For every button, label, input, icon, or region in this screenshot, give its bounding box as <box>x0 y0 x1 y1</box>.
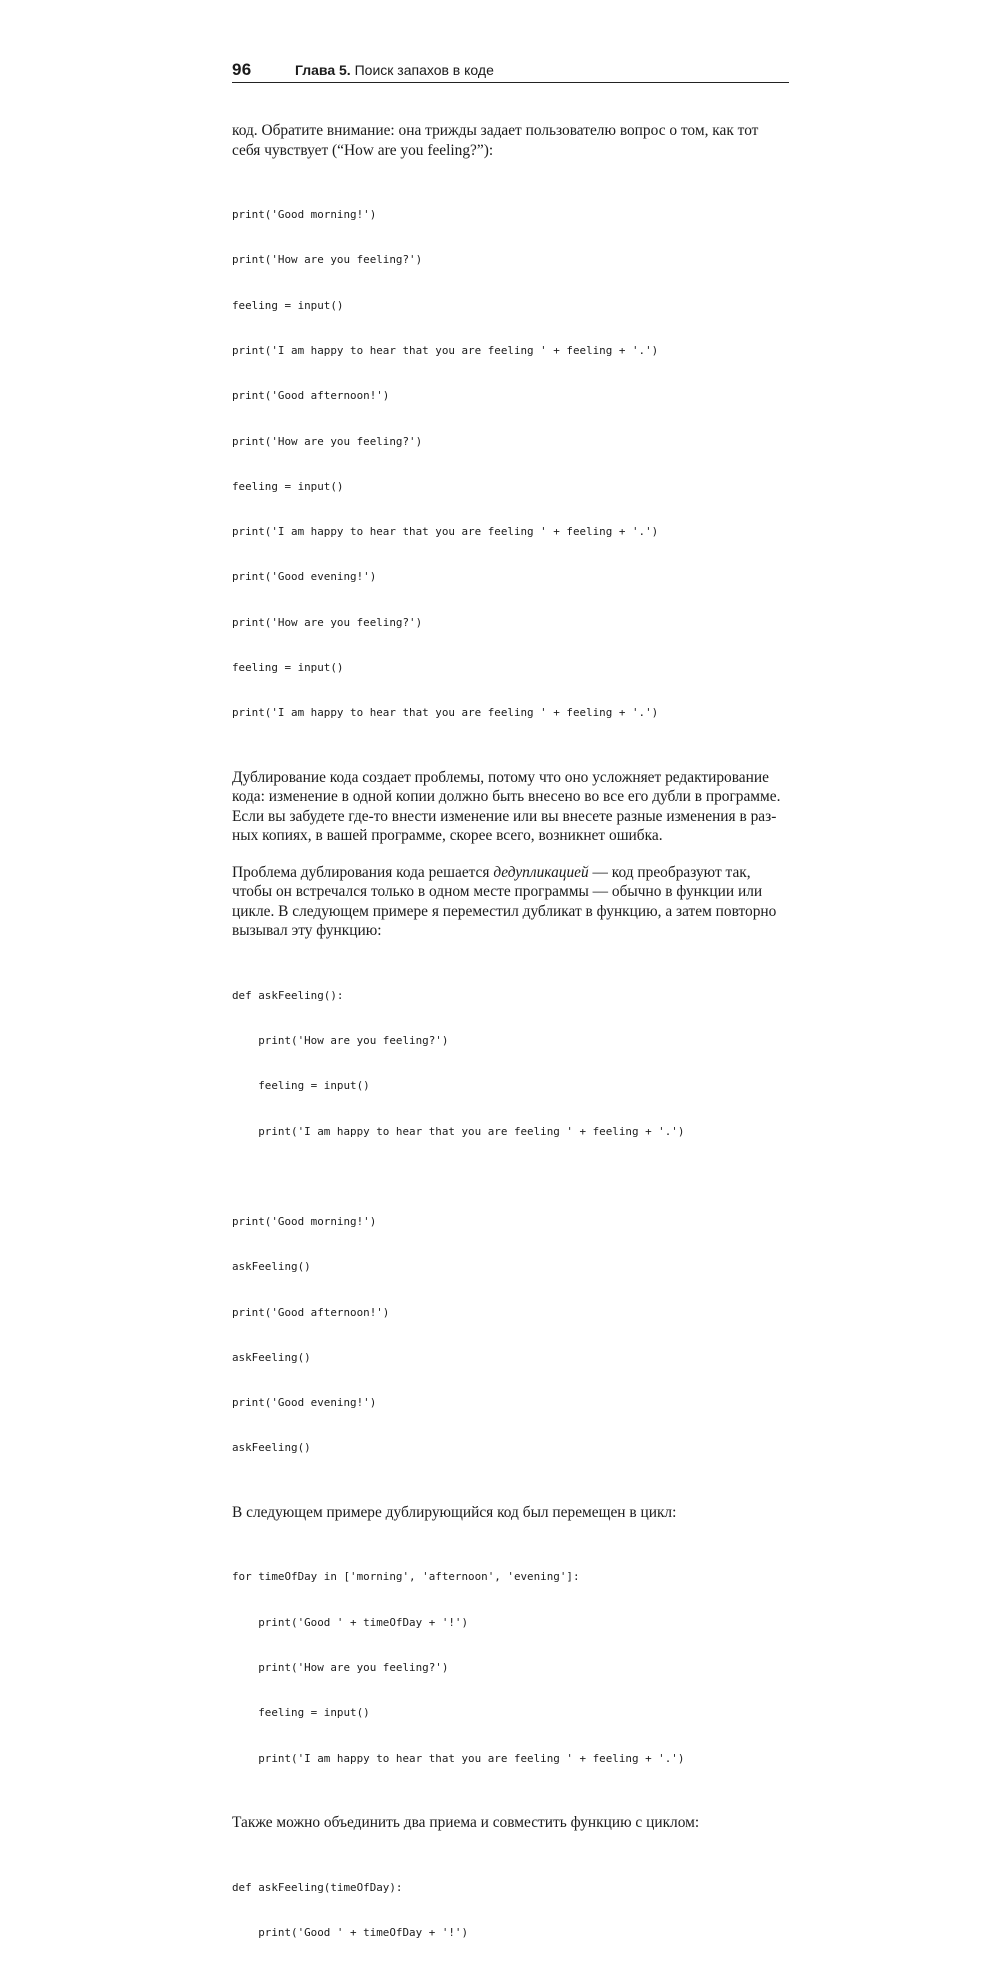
code-block-function-calls <box>232 1184 789 1486</box>
text-line: кода: изменение в одной копии должно быть внесено во все его дубли в программе. <box>232 788 781 806</box>
text-line: ных копиях, в вашей программе, скорее всего, возникнет ошибка. <box>232 827 663 845</box>
intro-paragraph <box>232 121 789 160</box>
code-line: for timeOfDay in ['morning', 'afternoon', 'evening']: <box>232 1570 580 1584</box>
code-line: print('How are you feeling?') <box>232 434 423 448</box>
chapter-heading <box>295 62 494 78</box>
code-block-loop <box>232 1539 789 1796</box>
code-line: def askFeeling(): <box>232 988 344 1002</box>
code-block-function-def <box>232 958 789 1169</box>
duplication-paragraph <box>232 768 789 846</box>
code-line: print('How are you feeling?') <box>232 615 423 629</box>
code-line: print('Good morning!') <box>232 1215 377 1229</box>
page-number: 96 <box>232 60 252 79</box>
code-line: print('I am happy to hear that you are feeling ' + feeling + '.') <box>232 706 659 720</box>
code-line: askFeeling() <box>232 1260 311 1274</box>
code-line: def askFeeling(timeOfDay): <box>232 1880 403 1894</box>
code-line: askFeeling() <box>232 1350 311 1364</box>
code-line: print('Good ' + timeOfDay + '!') <box>232 1925 469 1939</box>
code-line: feeling = input() <box>232 1706 370 1720</box>
combined-intro-paragraph: Также можно объединить два приема и совместить функцию с циклом: <box>232 1813 700 1831</box>
code-line: print('Good afternoon!') <box>232 1305 390 1319</box>
code-block-duplicated <box>232 177 789 751</box>
loop-intro-paragraph: В следующем примере дублирующийся код был перемещен в цикл: <box>232 1503 677 1521</box>
text-line: вызывал эту функцию: <box>232 922 382 940</box>
code-line: print('Good ' + timeOfDay + '!') <box>232 1615 469 1629</box>
code-line: print('I am happy to hear that you are feeling ' + feeling + '.') <box>232 525 659 539</box>
emphasis-term: дедупликацией <box>493 863 589 881</box>
deduplication-paragraph <box>232 863 789 941</box>
code-line: print('Good morning!') <box>232 208 377 222</box>
code-line: print('I am happy to hear that you are feeling ' + feeling + '.') <box>232 344 659 358</box>
code-line: print('How are you feeling?') <box>232 1661 449 1674</box>
code-line: feeling = input() <box>232 1079 370 1093</box>
code-line: feeling = input() <box>232 479 344 493</box>
code-line: print('How are you feeling?') <box>232 1034 449 1048</box>
code-line: askFeeling() <box>232 1441 311 1455</box>
chapter-label: Глава 5. <box>295 62 351 78</box>
code-line: print('How are you feeling?') <box>232 253 423 267</box>
text-line: чтобы он встречался только в одном месте программы — обычно в функции или <box>232 883 763 901</box>
intro-line-1: код. Обратите внимание: она трижды задает пользователю вопрос о том, как тот <box>232 122 759 139</box>
code-line: print('Good afternoon!') <box>232 389 390 403</box>
code-line: feeling = input() <box>232 661 344 674</box>
code-line: print('Good evening!') <box>232 1396 377 1410</box>
page-body <box>232 121 789 1970</box>
text-line: Если вы забудете где-то внести изменение или вы внесете разные изменения в раз- <box>232 807 777 825</box>
intro-line-2: себя чувствует (“How are you feeling?”): <box>232 141 494 159</box>
text-line: — код преобразуют так, <box>588 863 751 881</box>
code-block-combined <box>232 1849 789 1970</box>
text-line: Проблема дублирования кода решается <box>232 863 494 881</box>
text-line: Дублирование кода создает проблемы, потому что оно усложняет редактирование <box>232 768 769 786</box>
text-line: цикле. В следующем примере я переместил дубликат в функцию, а затем повторно <box>232 902 777 920</box>
chapter-title: Поиск запахов в коде <box>354 62 494 78</box>
code-line: print('I am happy to hear that you are feeling ' + feeling + '.') <box>232 1751 685 1765</box>
code-line: feeling = input() <box>232 298 344 312</box>
running-header <box>232 60 789 83</box>
code-line: print('I am happy to hear that you are feeling ' + feeling + '.') <box>232 1124 685 1138</box>
code-line: print('Good evening!') <box>232 570 377 584</box>
